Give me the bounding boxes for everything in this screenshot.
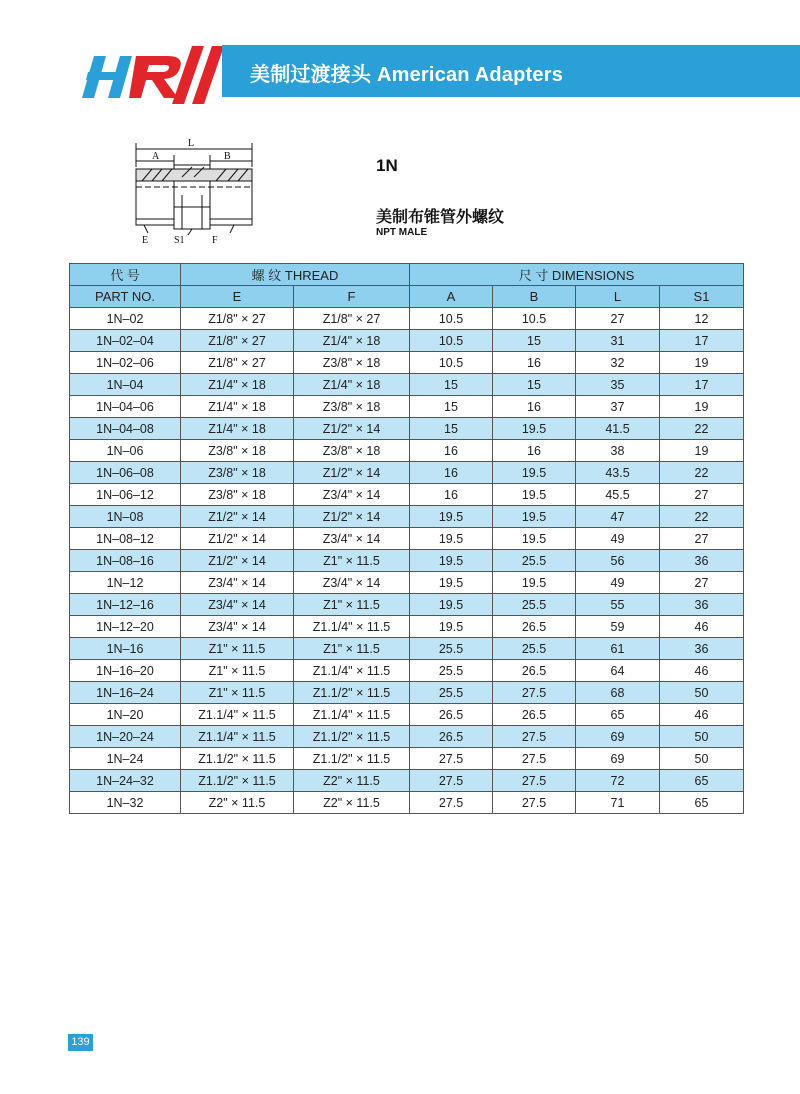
- cell-dim-b: 19.5: [493, 528, 576, 550]
- cell-dim-l: 43.5: [576, 462, 660, 484]
- hr-logo-icon: [80, 38, 228, 104]
- header-f: F: [294, 286, 410, 308]
- cell-dim-a: 25.5: [410, 660, 493, 682]
- cell-dim-s1: 17: [660, 330, 744, 352]
- cell-thread-f: Z1.1/2" × 11.5: [294, 748, 410, 770]
- cell-part-no: 1N–16–24: [70, 682, 181, 704]
- cell-dim-a: 15: [410, 418, 493, 440]
- cell-dim-l: 64: [576, 660, 660, 682]
- cell-thread-e: Z1.1/4" × 11.5: [181, 726, 294, 748]
- cell-part-no: 1N–12–20: [70, 616, 181, 638]
- cell-thread-e: Z3/4" × 14: [181, 594, 294, 616]
- cell-part-no: 1N–24–32: [70, 770, 181, 792]
- cell-dim-b: 27.5: [493, 770, 576, 792]
- cell-dim-b: 27.5: [493, 726, 576, 748]
- cell-dim-s1: 50: [660, 682, 744, 704]
- cell-dim-l: 32: [576, 352, 660, 374]
- cell-part-no: 1N–08–16: [70, 550, 181, 572]
- cell-thread-e: Z2" × 11.5: [181, 792, 294, 814]
- cell-part-no: 1N–06–08: [70, 462, 181, 484]
- header-part-cn: 代 号: [70, 264, 181, 286]
- cell-dim-l: 49: [576, 528, 660, 550]
- diagram-label-b: B: [224, 151, 231, 162]
- cell-dim-a: 27.5: [410, 748, 493, 770]
- cell-part-no: 1N–06: [70, 440, 181, 462]
- cell-dim-s1: 36: [660, 638, 744, 660]
- header-l: L: [576, 286, 660, 308]
- cell-thread-f: Z1.1/2" × 11.5: [294, 682, 410, 704]
- cell-thread-e: Z1.1/2" × 11.5: [181, 770, 294, 792]
- cell-thread-e: Z1.1/4" × 11.5: [181, 704, 294, 726]
- product-name-cn: 美制布锥管外螺纹: [376, 209, 505, 226]
- header-s1: S1: [660, 286, 744, 308]
- cell-dim-a: 26.5: [410, 726, 493, 748]
- cell-dim-l: 55: [576, 594, 660, 616]
- table-row: [70, 462, 744, 484]
- diagram-label-a: A: [152, 151, 160, 162]
- cell-dim-l: 71: [576, 792, 660, 814]
- cell-thread-e: Z1/4" × 18: [181, 418, 294, 440]
- cell-thread-e: Z1.1/2" × 11.5: [181, 748, 294, 770]
- cell-dim-b: 19.5: [493, 572, 576, 594]
- cell-dim-l: 47: [576, 506, 660, 528]
- table-row: [70, 660, 744, 682]
- cell-dim-s1: 19: [660, 440, 744, 462]
- cell-dim-a: 25.5: [410, 638, 493, 660]
- cell-dim-s1: 19: [660, 396, 744, 418]
- cell-part-no: 1N–04: [70, 374, 181, 396]
- cell-dim-a: 15: [410, 374, 493, 396]
- cell-thread-e: Z1/4" × 18: [181, 396, 294, 418]
- cell-dim-s1: 46: [660, 660, 744, 682]
- cell-dim-s1: 22: [660, 418, 744, 440]
- cell-dim-a: 19.5: [410, 616, 493, 638]
- header-e: E: [181, 286, 294, 308]
- cell-dim-s1: 36: [660, 550, 744, 572]
- cell-dim-s1: 46: [660, 616, 744, 638]
- cell-dim-l: 49: [576, 572, 660, 594]
- cell-thread-f: Z3/8" × 18: [294, 396, 410, 418]
- cell-dim-a: 25.5: [410, 682, 493, 704]
- cell-dim-b: 27.5: [493, 792, 576, 814]
- cell-dim-l: 37: [576, 396, 660, 418]
- cell-dim-s1: 19: [660, 352, 744, 374]
- table-row: [70, 638, 744, 660]
- cell-dim-s1: 12: [660, 308, 744, 330]
- cell-dim-l: 38: [576, 440, 660, 462]
- diagram-label-e: E: [142, 235, 149, 246]
- cell-thread-f: Z1/8" × 27: [294, 308, 410, 330]
- cell-dim-a: 10.5: [410, 308, 493, 330]
- cell-thread-f: Z1/2" × 14: [294, 462, 410, 484]
- cell-dim-s1: 27: [660, 572, 744, 594]
- cell-dim-a: 19.5: [410, 506, 493, 528]
- cell-dim-a: 19.5: [410, 594, 493, 616]
- cell-dim-b: 16: [493, 396, 576, 418]
- cell-thread-f: Z1.1/4" × 11.5: [294, 704, 410, 726]
- cell-dim-a: 27.5: [410, 792, 493, 814]
- table-row: [70, 440, 744, 462]
- table-row: [70, 396, 744, 418]
- header-title: 美制过渡接头 American Adapters: [250, 64, 564, 86]
- table-row: [70, 616, 744, 638]
- cell-thread-e: Z1/2" × 14: [181, 506, 294, 528]
- brand-logo: [80, 38, 228, 109]
- cell-dim-s1: 50: [660, 726, 744, 748]
- table-row: [70, 792, 744, 814]
- cell-dim-l: 45.5: [576, 484, 660, 506]
- table-row: [70, 704, 744, 726]
- page-number: 139: [68, 1034, 93, 1051]
- cell-dim-a: 10.5: [410, 330, 493, 352]
- cell-dim-b: 25.5: [493, 550, 576, 572]
- cell-dim-l: 69: [576, 726, 660, 748]
- cell-dim-s1: 65: [660, 770, 744, 792]
- cell-part-no: 1N–04–06: [70, 396, 181, 418]
- cell-dim-a: 16: [410, 440, 493, 462]
- cell-thread-f: Z3/4" × 14: [294, 572, 410, 594]
- cell-dim-l: 72: [576, 770, 660, 792]
- cell-part-no: 1N–02–04: [70, 330, 181, 352]
- cell-dim-a: 19.5: [410, 572, 493, 594]
- cell-part-no: 1N–06–12: [70, 484, 181, 506]
- cell-dim-s1: 65: [660, 792, 744, 814]
- cell-thread-e: Z1/2" × 14: [181, 528, 294, 550]
- fitting-diagram: [130, 137, 260, 252]
- cell-dim-a: 16: [410, 484, 493, 506]
- cell-part-no: 1N–08–12: [70, 528, 181, 550]
- cell-thread-f: Z3/8" × 18: [294, 352, 410, 374]
- cell-part-no: 1N–16: [70, 638, 181, 660]
- cell-thread-f: Z3/8" × 18: [294, 440, 410, 462]
- diagram-label-l: L: [188, 138, 195, 149]
- cell-thread-f: Z1" × 11.5: [294, 638, 410, 660]
- cell-dim-b: 16: [493, 440, 576, 462]
- cell-part-no: 1N–02–06: [70, 352, 181, 374]
- cell-dim-b: 26.5: [493, 704, 576, 726]
- cell-dim-s1: 22: [660, 462, 744, 484]
- cell-thread-e: Z1/8" × 27: [181, 352, 294, 374]
- cell-thread-e: Z3/4" × 14: [181, 616, 294, 638]
- cell-thread-f: Z1/2" × 14: [294, 418, 410, 440]
- header-dimensions: 尺 寸 DIMENSIONS: [410, 264, 744, 286]
- cell-thread-e: Z1/8" × 27: [181, 308, 294, 330]
- cell-thread-f: Z1" × 11.5: [294, 594, 410, 616]
- cell-dim-l: 27: [576, 308, 660, 330]
- cell-dim-b: 15: [493, 374, 576, 396]
- cell-dim-a: 10.5: [410, 352, 493, 374]
- cell-thread-f: Z1/4" × 18: [294, 330, 410, 352]
- cell-dim-l: 59: [576, 616, 660, 638]
- cell-dim-b: 19.5: [493, 418, 576, 440]
- product-code: 1N: [376, 156, 398, 175]
- cell-dim-b: 27.5: [493, 748, 576, 770]
- table-row: [70, 550, 744, 572]
- cell-part-no: 1N–12: [70, 572, 181, 594]
- cell-dim-a: 19.5: [410, 550, 493, 572]
- cell-dim-s1: 36: [660, 594, 744, 616]
- cell-thread-f: Z1/4" × 18: [294, 374, 410, 396]
- cell-thread-f: Z1.1/4" × 11.5: [294, 616, 410, 638]
- cell-dim-s1: 27: [660, 528, 744, 550]
- header-part-en: PART NO.: [70, 286, 181, 308]
- cell-dim-s1: 50: [660, 748, 744, 770]
- cell-dim-l: 61: [576, 638, 660, 660]
- table-row: [70, 748, 744, 770]
- cell-thread-e: Z1" × 11.5: [181, 660, 294, 682]
- cell-dim-s1: 17: [660, 374, 744, 396]
- cell-dim-l: 65: [576, 704, 660, 726]
- cell-dim-l: 35: [576, 374, 660, 396]
- cell-dim-b: 15: [493, 330, 576, 352]
- spec-table: [69, 263, 744, 814]
- table-row: [70, 418, 744, 440]
- table-row: [70, 770, 744, 792]
- table-row: [70, 572, 744, 594]
- cell-part-no: 1N–04–08: [70, 418, 181, 440]
- cell-dim-l: 31: [576, 330, 660, 352]
- cell-dim-l: 69: [576, 748, 660, 770]
- cell-thread-e: Z1/4" × 18: [181, 374, 294, 396]
- table-row: [70, 352, 744, 374]
- cell-thread-f: Z1/2" × 14: [294, 506, 410, 528]
- table-row: [70, 374, 744, 396]
- cell-part-no: 1N–02: [70, 308, 181, 330]
- header-thread: 螺 纹 THREAD: [181, 264, 410, 286]
- cell-part-no: 1N–20–24: [70, 726, 181, 748]
- cell-dim-s1: 27: [660, 484, 744, 506]
- cell-thread-f: Z2" × 11.5: [294, 770, 410, 792]
- cell-dim-a: 16: [410, 462, 493, 484]
- cell-dim-b: 26.5: [493, 660, 576, 682]
- cell-dim-b: 25.5: [493, 638, 576, 660]
- cell-thread-f: Z3/4" × 14: [294, 484, 410, 506]
- table-row: [70, 682, 744, 704]
- cell-thread-e: Z3/8" × 18: [181, 484, 294, 506]
- cell-dim-s1: 46: [660, 704, 744, 726]
- cell-thread-f: Z1.1/4" × 11.5: [294, 660, 410, 682]
- cell-part-no: 1N–08: [70, 506, 181, 528]
- spec-table-body: [70, 308, 744, 814]
- cell-thread-f: Z1" × 11.5: [294, 550, 410, 572]
- cell-part-no: 1N–24: [70, 748, 181, 770]
- cell-dim-b: 19.5: [493, 484, 576, 506]
- table-row: [70, 726, 744, 748]
- header-a: A: [410, 286, 493, 308]
- cell-thread-e: Z3/4" × 14: [181, 572, 294, 594]
- cell-dim-a: 15: [410, 396, 493, 418]
- table-row: [70, 506, 744, 528]
- diagram-label-s1: S1: [174, 235, 185, 246]
- cell-thread-e: Z3/8" × 18: [181, 440, 294, 462]
- cell-dim-b: 27.5: [493, 682, 576, 704]
- cell-thread-e: Z1" × 11.5: [181, 638, 294, 660]
- cell-dim-s1: 22: [660, 506, 744, 528]
- cell-thread-e: Z1" × 11.5: [181, 682, 294, 704]
- cell-thread-e: Z1/2" × 14: [181, 550, 294, 572]
- cell-thread-e: Z1/8" × 27: [181, 330, 294, 352]
- table-row: [70, 484, 744, 506]
- cell-thread-f: Z2" × 11.5: [294, 792, 410, 814]
- cell-dim-l: 56: [576, 550, 660, 572]
- cell-dim-b: 19.5: [493, 506, 576, 528]
- cell-part-no: 1N–32: [70, 792, 181, 814]
- cell-dim-b: 10.5: [493, 308, 576, 330]
- table-row: [70, 308, 744, 330]
- cell-dim-b: 25.5: [493, 594, 576, 616]
- cell-thread-e: Z3/8" × 18: [181, 462, 294, 484]
- cell-dim-b: 19.5: [493, 462, 576, 484]
- cell-part-no: 1N–12–16: [70, 594, 181, 616]
- cell-thread-f: Z1.1/2" × 11.5: [294, 726, 410, 748]
- cell-dim-l: 41.5: [576, 418, 660, 440]
- header-b: B: [493, 286, 576, 308]
- table-row: [70, 594, 744, 616]
- cell-part-no: 1N–16–20: [70, 660, 181, 682]
- cell-dim-a: 26.5: [410, 704, 493, 726]
- cell-dim-l: 68: [576, 682, 660, 704]
- cell-dim-b: 16: [493, 352, 576, 374]
- table-row: [70, 528, 744, 550]
- diagram-label-f: F: [212, 235, 218, 246]
- cell-dim-a: 27.5: [410, 770, 493, 792]
- table-row: [70, 330, 744, 352]
- cell-dim-a: 19.5: [410, 528, 493, 550]
- cell-dim-b: 26.5: [493, 616, 576, 638]
- product-name-en: NPT MALE: [376, 227, 428, 238]
- cell-thread-f: Z3/4" × 14: [294, 528, 410, 550]
- cell-part-no: 1N–20: [70, 704, 181, 726]
